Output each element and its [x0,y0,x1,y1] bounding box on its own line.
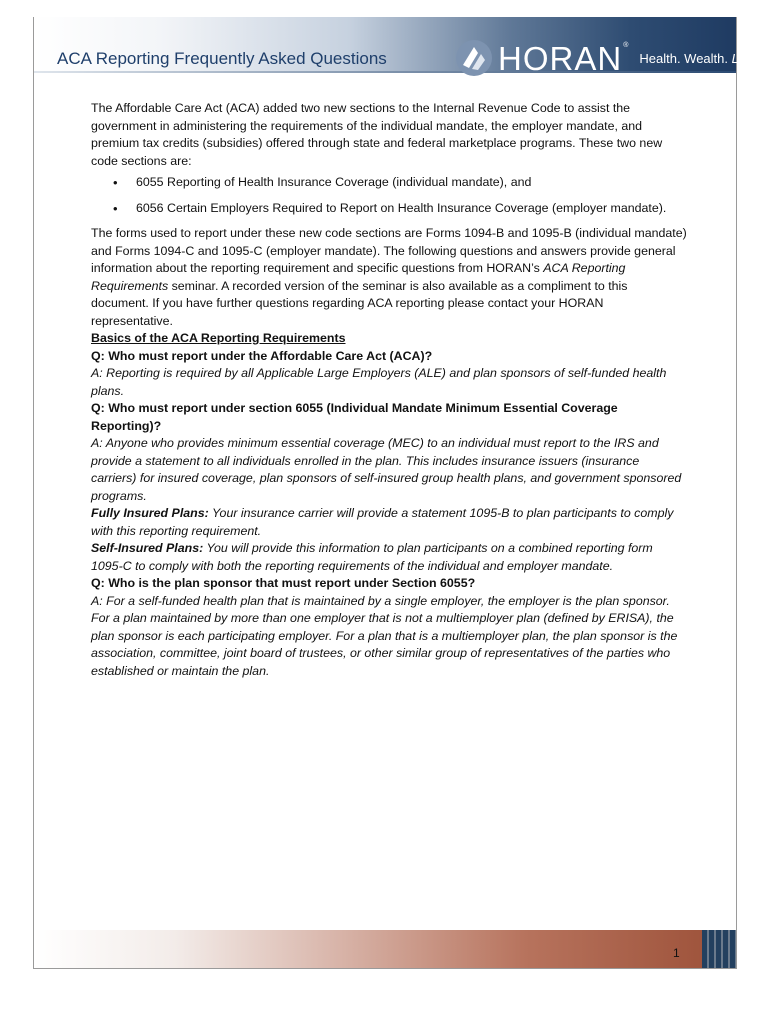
faq-answer-fully-insured: Fully Insured Plans: Your insurance carrier will provide a statement 1095-B to plan participants to comply with this reporting requirement. [91,506,674,538]
footer-stripes [702,930,736,968]
page-number: 1 [673,946,680,960]
list-item: • 6056 Certain Employers Required to Report on Health Insurance Coverage (employer mandate). [91,200,687,218]
footer-band [34,930,736,968]
faq-answer: A: Anyone who provides minimum essential coverage (MEC) to an individual must report to the IRS and provide a statement to all individuals enrolled in the plan. This includes insurance issuers (insurance carriers) for insured coverage, plan sponsors of self-insured group health plans, and government sponsored programs. [91,436,682,503]
horan-tagline: Health. Wealth. Life. [639,50,757,66]
intro-paragraph-2: The forms used to report under these new code sections are Forms 1094-B and 1095-B (individual mandate) and Forms 1094-C and 1095-C (employer mandate). The following questions and answers provide general information about the reporting requirement and specific questions from HORAN’s ACA Reporting Requirements seminar. A recorded version of the seminar is also available as a compliment to this document. If you have further questions regarding ACA reporting please contact your HORAN representative. [91,226,687,328]
document-body [91,100,687,680]
faq-answer: A: For a self-funded health plan that is maintained by a single employer, the employer is the plan sponsor. For a plan maintained by more than one employer that is not a multiemployer plan (defined by ERISA), the plan sponsor is each participating employer. For a plan that is a multiemployer plan, the plan sponsor is the association, committee, joint board of trustees, or other similar group of representatives of the parties who established or maintain the plan. [91,593,678,678]
faq-answer-self-insured: Self-Insured Plans: You will provide this information to plan participants on a combined reporting form 1095-C to comply with both the reporting requirements of the individual and employer mandate. [91,541,653,573]
faq-question: Q: Who is the plan sponsor that must report under Section 6055? [91,576,476,590]
list-item: • 6055 Reporting of Health Insurance Coverage (individual mandate), and [91,174,687,192]
horan-logo-mark-icon [454,38,494,78]
intro-paragraph-1: The Affordable Care Act (ACA) added two new sections to the Internal Revenue Code to assist the government in administering the requirements of the individual mandate, the employer mandate, and premium tax credits (subsidies) offered through state and federal marketplace programs. These two new code sections are: [91,101,663,168]
faq-question: Q: Who must report under the Affordable Care Act (ACA)? [91,348,433,363]
section-heading: Basics of the ACA Reporting Requirements [91,331,346,345]
faq-answer: A: Reporting is required by all Applicable Large Employers (ALE) and plan sponsors of self-funded health plans. [91,366,667,398]
faq-question: Q: Who must report under section 6055 (Individual Mandate Minimum Essential Coverage Reporting)? [91,401,618,433]
horan-wordmark: HORAN® [498,39,630,77]
code-sections-list [91,174,687,217]
horan-logo [454,37,766,79]
page-title: ACA Reporting Frequently Asked Questions [57,49,387,68]
